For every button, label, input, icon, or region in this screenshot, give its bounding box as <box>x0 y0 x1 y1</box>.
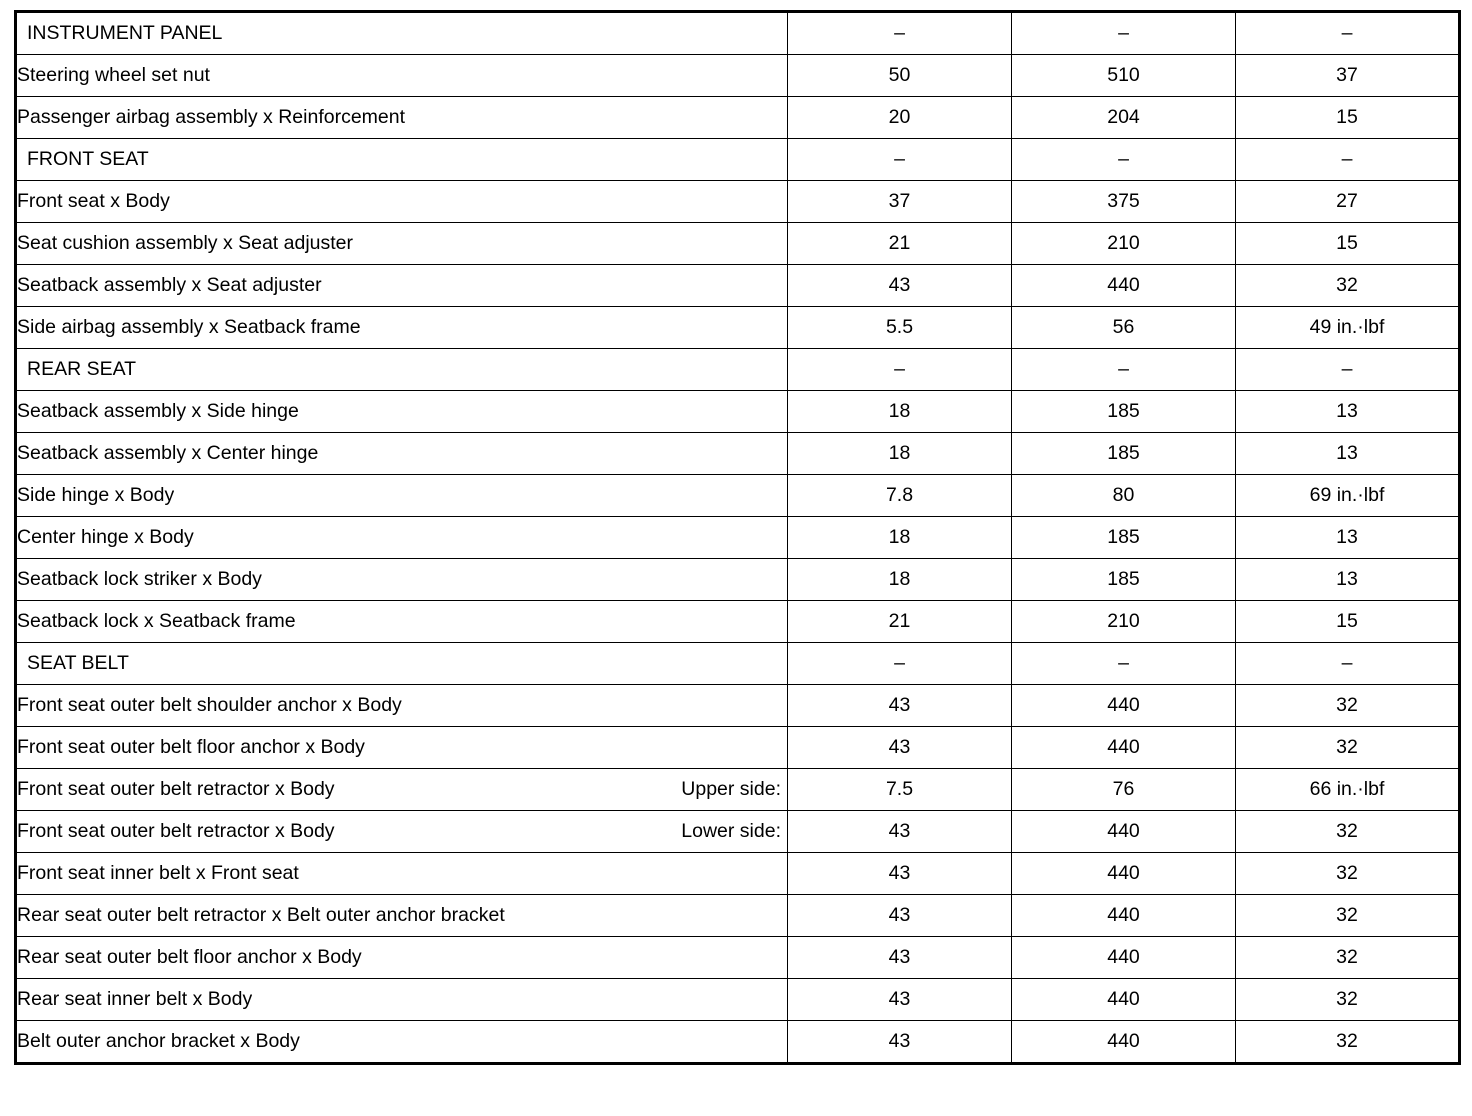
part-cell-content <box>17 485 787 506</box>
table-cell-part <box>16 391 788 433</box>
table-row <box>16 769 1460 811</box>
value-text: 50 <box>888 63 911 86</box>
part-name-label: Seat cushion assembly x Seat adjuster <box>17 232 354 254</box>
table-row <box>16 937 1460 979</box>
table-cell-part <box>16 475 788 517</box>
table-row <box>16 475 1460 517</box>
value-text: 37 <box>1336 63 1358 86</box>
table-cell-value-2 <box>1012 265 1236 307</box>
table-row <box>16 433 1460 475</box>
table-cell-value-2 <box>1012 853 1236 895</box>
table-body <box>16 12 1460 1064</box>
table-cell-value-3 <box>1236 811 1460 853</box>
table-cell-value-2 <box>1012 433 1236 475</box>
part-name-label: Seatback lock striker x Body <box>17 568 262 590</box>
part-cell-content <box>17 863 787 884</box>
part-name-label: Rear seat outer belt floor anchor x Body <box>17 946 362 968</box>
value-text: 32 <box>1336 861 1358 884</box>
table-row <box>16 223 1460 265</box>
value-text: – <box>894 651 905 674</box>
table-cell-value-3 <box>1236 139 1460 181</box>
table-cell-part <box>16 1021 788 1064</box>
value-text: 185 <box>1107 441 1140 464</box>
table-cell-value-1 <box>788 559 1012 601</box>
value-text: 440 <box>1107 693 1140 716</box>
part-cell-content <box>27 359 787 380</box>
value-text: 18 <box>888 399 911 422</box>
table-cell-value-1 <box>788 811 1012 853</box>
table-row <box>16 181 1460 223</box>
part-cell-content <box>17 191 787 212</box>
part-cell-content <box>17 107 787 128</box>
table-cell-value-2 <box>1012 601 1236 643</box>
table-cell-part <box>16 601 788 643</box>
table-row <box>16 853 1460 895</box>
table-cell-value-3 <box>1236 727 1460 769</box>
table-row <box>16 811 1460 853</box>
value-text: 7.5 <box>885 777 914 800</box>
part-name-label: Front seat x Body <box>17 190 170 212</box>
table-cell-value-1 <box>788 349 1012 391</box>
value-text: 20 <box>888 105 911 128</box>
table-row <box>16 12 1460 55</box>
table-row <box>16 349 1460 391</box>
table-cell-value-1 <box>788 643 1012 685</box>
value-text: 185 <box>1107 525 1140 548</box>
table-cell-value-1 <box>788 55 1012 97</box>
part-cell-content <box>17 989 787 1010</box>
value-text: 185 <box>1107 399 1140 422</box>
value-text: 13 <box>1336 567 1358 590</box>
table-cell-part <box>16 433 788 475</box>
part-name-label: SEAT BELT <box>27 652 129 674</box>
table-cell-value-3 <box>1236 643 1460 685</box>
table-row <box>16 265 1460 307</box>
value-text: 43 <box>888 903 911 926</box>
table-cell-value-2 <box>1012 1021 1236 1064</box>
table-cell-part <box>16 895 788 937</box>
table-cell-value-1 <box>788 391 1012 433</box>
table-cell-value-3 <box>1236 55 1460 97</box>
value-text: 440 <box>1107 819 1140 842</box>
part-name-label: Seatback assembly x Seat adjuster <box>17 274 322 296</box>
table-cell-value-1 <box>788 265 1012 307</box>
part-cell-content <box>17 737 787 758</box>
part-cell-content <box>17 317 787 338</box>
value-text: 21 <box>888 231 911 254</box>
value-text: – <box>1118 21 1129 44</box>
table-cell-value-2 <box>1012 223 1236 265</box>
part-name-label: Front seat outer belt shoulder anchor x Body <box>17 694 402 716</box>
part-side-note: Lower side: <box>681 819 781 842</box>
value-text: 66 in.·lbf <box>1309 777 1385 800</box>
table-row <box>16 139 1460 181</box>
table-cell-value-3 <box>1236 433 1460 475</box>
table-cell-value-1 <box>788 937 1012 979</box>
table-cell-value-2 <box>1012 643 1236 685</box>
table-cell-part <box>16 811 788 853</box>
table-cell-value-2 <box>1012 811 1236 853</box>
table-cell-value-2 <box>1012 937 1236 979</box>
table-cell-value-2 <box>1012 139 1236 181</box>
part-cell-content <box>17 947 787 968</box>
table-row <box>16 895 1460 937</box>
table-cell-value-1 <box>788 97 1012 139</box>
part-cell-content <box>17 905 787 926</box>
table-cell-value-3 <box>1236 685 1460 727</box>
part-name-label: Rear seat outer belt retractor x Belt outer anchor bracket <box>17 904 505 926</box>
table-cell-value-1 <box>788 601 1012 643</box>
table-cell-part <box>16 181 788 223</box>
value-text: 210 <box>1107 231 1140 254</box>
part-name-label: Seatback assembly x Center hinge <box>17 442 319 464</box>
table-cell-value-2 <box>1012 349 1236 391</box>
part-name-label: Rear seat inner belt x Body <box>17 988 253 1010</box>
table-cell-value-1 <box>788 433 1012 475</box>
table-row <box>16 55 1460 97</box>
value-text: 440 <box>1107 735 1140 758</box>
table-cell-part <box>16 223 788 265</box>
part-name-label: INSTRUMENT PANEL <box>27 22 223 44</box>
table-cell-value-2 <box>1012 181 1236 223</box>
part-name-label: Passenger airbag assembly x Reinforcement <box>17 106 406 128</box>
value-text: – <box>894 21 905 44</box>
value-text: 15 <box>1336 105 1358 128</box>
part-cell-content <box>27 149 787 170</box>
value-text: 32 <box>1336 819 1358 842</box>
value-text: 43 <box>888 735 911 758</box>
value-text: 21 <box>888 609 911 632</box>
part-cell-content <box>17 611 787 632</box>
table-cell-value-3 <box>1236 181 1460 223</box>
table-cell-value-2 <box>1012 979 1236 1021</box>
part-name-label: Seatback lock x Seatback frame <box>17 610 296 632</box>
part-cell-content <box>17 233 787 254</box>
value-text: – <box>1118 357 1129 380</box>
table-cell-value-2 <box>1012 727 1236 769</box>
table-cell-value-3 <box>1236 307 1460 349</box>
table-row <box>16 559 1460 601</box>
table-cell-value-2 <box>1012 12 1236 55</box>
value-text: 18 <box>888 567 911 590</box>
value-text: 76 <box>1112 777 1135 800</box>
table-cell-value-3 <box>1236 517 1460 559</box>
table-cell-value-2 <box>1012 307 1236 349</box>
table-cell-part <box>16 55 788 97</box>
table-row <box>16 685 1460 727</box>
value-text: 43 <box>888 693 911 716</box>
value-text: 27 <box>1336 189 1358 212</box>
table-row <box>16 643 1460 685</box>
value-text: – <box>1341 21 1353 44</box>
value-text: 43 <box>888 819 911 842</box>
value-text: 32 <box>1336 273 1358 296</box>
table-cell-value-1 <box>788 727 1012 769</box>
part-cell-content <box>27 23 787 44</box>
table-cell-value-3 <box>1236 895 1460 937</box>
value-text: 15 <box>1336 609 1358 632</box>
table-row <box>16 1021 1460 1064</box>
table-cell-value-2 <box>1012 769 1236 811</box>
value-text: 37 <box>888 189 911 212</box>
table-row <box>16 727 1460 769</box>
table-cell-group-heading <box>16 643 788 685</box>
table-cell-part <box>16 979 788 1021</box>
table-row <box>16 601 1460 643</box>
table-cell-part <box>16 769 788 811</box>
value-text: 440 <box>1107 987 1140 1010</box>
table-cell-value-1 <box>788 517 1012 559</box>
table-cell-value-2 <box>1012 517 1236 559</box>
table-cell-part <box>16 727 788 769</box>
value-text: 440 <box>1107 903 1140 926</box>
value-text: – <box>1341 147 1353 170</box>
value-text: 440 <box>1107 273 1140 296</box>
table-cell-value-1 <box>788 1021 1012 1064</box>
table-cell-group-heading <box>16 349 788 391</box>
value-text: – <box>1341 651 1353 674</box>
torque-specification-table <box>14 10 1461 1065</box>
value-text: 204 <box>1107 105 1140 128</box>
value-text: – <box>1118 147 1129 170</box>
part-cell-content <box>17 65 787 86</box>
value-text: 49 in.·lbf <box>1309 315 1385 338</box>
value-text: 13 <box>1336 525 1358 548</box>
table-cell-value-3 <box>1236 1021 1460 1064</box>
value-text: 440 <box>1107 945 1140 968</box>
value-text: 80 <box>1112 483 1135 506</box>
table-cell-part <box>16 559 788 601</box>
part-name-label: Steering wheel set nut <box>17 64 210 86</box>
value-text: 32 <box>1336 945 1358 968</box>
value-text: 375 <box>1107 189 1140 212</box>
table-cell-value-3 <box>1236 265 1460 307</box>
table-cell-value-1 <box>788 139 1012 181</box>
table-cell-value-3 <box>1236 601 1460 643</box>
table-cell-group-heading <box>16 139 788 181</box>
part-cell-content <box>17 821 787 842</box>
value-text: 13 <box>1336 441 1358 464</box>
table-cell-value-1 <box>788 769 1012 811</box>
part-name-label: Seatback assembly x Side hinge <box>17 400 299 422</box>
table-cell-value-3 <box>1236 937 1460 979</box>
table-cell-value-1 <box>788 895 1012 937</box>
value-text: 440 <box>1107 861 1140 884</box>
table-cell-value-2 <box>1012 895 1236 937</box>
part-cell-content <box>27 653 787 674</box>
table-cell-value-1 <box>788 685 1012 727</box>
table-cell-value-1 <box>788 307 1012 349</box>
value-text: 32 <box>1336 987 1358 1010</box>
value-text: 43 <box>888 861 911 884</box>
part-name-label: REAR SEAT <box>27 358 137 380</box>
table-cell-value-2 <box>1012 55 1236 97</box>
part-name-label: FRONT SEAT <box>27 148 149 170</box>
part-cell-content <box>17 275 787 296</box>
value-text: 210 <box>1107 609 1140 632</box>
value-text: 185 <box>1107 567 1140 590</box>
table-row <box>16 517 1460 559</box>
value-text: 43 <box>888 273 911 296</box>
value-text: 43 <box>888 987 911 1010</box>
value-text: 18 <box>888 441 911 464</box>
part-name-label: Front seat outer belt retractor x Body <box>17 778 335 800</box>
value-text: 13 <box>1336 399 1358 422</box>
table-row <box>16 979 1460 1021</box>
part-name-label: Front seat outer belt retractor x Body <box>17 820 335 842</box>
table-cell-value-1 <box>788 853 1012 895</box>
table-cell-value-3 <box>1236 97 1460 139</box>
table-row <box>16 307 1460 349</box>
table-cell-part <box>16 307 788 349</box>
value-text: 15 <box>1336 231 1358 254</box>
value-text: – <box>1341 357 1353 380</box>
table-cell-value-2 <box>1012 97 1236 139</box>
value-text: 5.5 <box>885 315 914 338</box>
value-text: – <box>894 357 905 380</box>
table-cell-value-2 <box>1012 685 1236 727</box>
table-cell-value-3 <box>1236 223 1460 265</box>
table-cell-value-1 <box>788 475 1012 517</box>
table-cell-value-1 <box>788 979 1012 1021</box>
table-cell-part <box>16 97 788 139</box>
table-cell-value-3 <box>1236 12 1460 55</box>
table-cell-value-3 <box>1236 979 1460 1021</box>
value-text: – <box>1118 651 1129 674</box>
table-row <box>16 97 1460 139</box>
value-text: 43 <box>888 945 911 968</box>
table-cell-value-1 <box>788 181 1012 223</box>
table-cell-value-3 <box>1236 769 1460 811</box>
value-text: 440 <box>1107 1029 1140 1052</box>
table-cell-value-1 <box>788 223 1012 265</box>
value-text: 56 <box>1112 315 1135 338</box>
value-text: 510 <box>1107 63 1140 86</box>
part-name-label: Side airbag assembly x Seatback frame <box>17 316 361 338</box>
table-cell-value-3 <box>1236 475 1460 517</box>
value-text: 18 <box>888 525 911 548</box>
table-cell-value-3 <box>1236 559 1460 601</box>
part-cell-content <box>17 1031 787 1052</box>
value-text: 32 <box>1336 1029 1358 1052</box>
part-name-label: Front seat outer belt floor anchor x Body <box>17 736 365 758</box>
part-cell-content <box>17 695 787 716</box>
part-side-note: Upper side: <box>681 777 781 800</box>
table-cell-part <box>16 853 788 895</box>
value-text: 43 <box>888 1029 911 1052</box>
table-cell-group-heading <box>16 12 788 55</box>
part-cell-content <box>17 527 787 548</box>
table-cell-value-3 <box>1236 391 1460 433</box>
table-cell-value-1 <box>788 12 1012 55</box>
value-text: – <box>894 147 905 170</box>
table-cell-value-3 <box>1236 349 1460 391</box>
part-name-label: Center hinge x Body <box>17 526 194 548</box>
part-cell-content <box>17 779 787 800</box>
table-cell-value-2 <box>1012 391 1236 433</box>
value-text: 32 <box>1336 735 1358 758</box>
part-name-label: Belt outer anchor bracket x Body <box>17 1030 300 1052</box>
table-cell-part <box>16 265 788 307</box>
part-cell-content <box>17 401 787 422</box>
table-cell-part <box>16 937 788 979</box>
table-cell-part <box>16 517 788 559</box>
table-row <box>16 391 1460 433</box>
table-cell-value-3 <box>1236 853 1460 895</box>
table-cell-part <box>16 685 788 727</box>
value-text: 69 in.·lbf <box>1309 483 1385 506</box>
part-cell-content <box>17 443 787 464</box>
part-name-label: Front seat inner belt x Front seat <box>17 862 299 884</box>
value-text: 7.8 <box>885 483 914 506</box>
part-name-label: Side hinge x Body <box>17 484 175 506</box>
table-cell-value-2 <box>1012 475 1236 517</box>
value-text: 32 <box>1336 903 1358 926</box>
table-cell-value-2 <box>1012 559 1236 601</box>
value-text: 32 <box>1336 693 1358 716</box>
part-cell-content <box>17 569 787 590</box>
